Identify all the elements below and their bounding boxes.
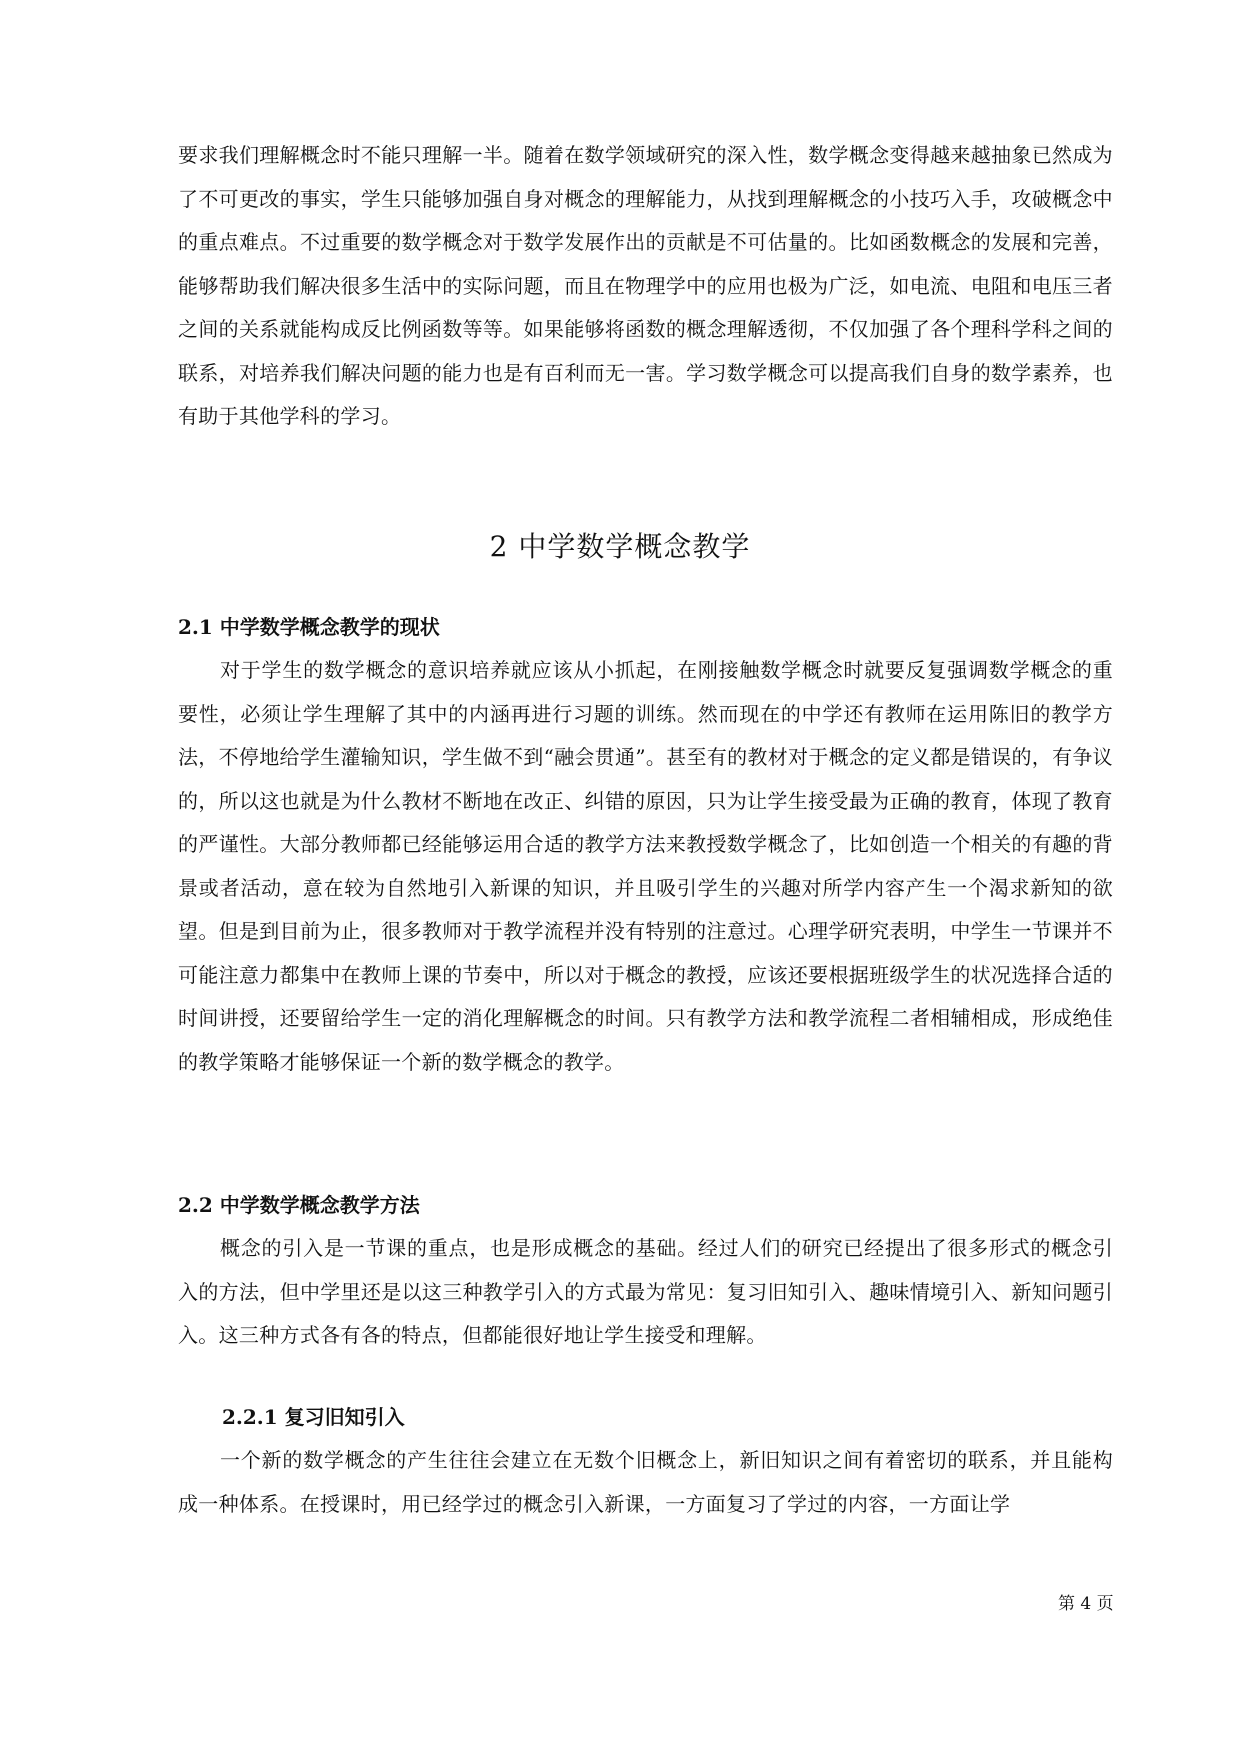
section-2-2-paragraph: 概念的引入是一节课的重点，也是形成概念的基础。经过人们的研究已经提出了很多形式的概念引入的方法，但中学里还是以这三种教学引入的方式最为常见：复习旧知引入、趣味情境引入、新知问题引入。这三种方式各有各的特点，但都能很好地让学生接受和理解。 — [178, 1236, 1113, 1347]
page-number: 第 4 页 — [1058, 1594, 1114, 1614]
section-heading-2-2: 2.2 中学数学概念教学方法 — [178, 1193, 420, 1217]
chapter-title: 2 中学数学概念教学 — [489, 530, 751, 563]
section-heading-2-1: 2.1 中学数学概念教学的现状 — [178, 615, 440, 639]
section-2-1-paragraph: 对于学生的数学概念的意识培养就应该从小抓起，在刚接触数学概念时就要反复强调数学概念的重要性，必须让学生理解了其中的内涵再进行习题的训练。然而现在的中学还有教师在运用陈旧的教学方法，不停地给学生灌输知识，学生做不到“融会贯通”。甚至有的教材对于概念的定义都是错误的，有争议的，所以这也就是为什么教材不断地在改正、纠错的原因，只为让学生接受最为正确的教育，体现了教育的严谨性。大部分教师都已经能够运用合适的教学方法来教授数学概念了，比如创造一个相关的有趣的背景或者活动，意在较为自然地引入新课的知识，并且吸引学生的兴趣对所学内容产生一个渴求新知的欲望。但是到目前为止，很多教师对于教学流程并没有特别的注意过。心理学研究表明，中学生一节课并不可能注意力都集中在教师上课的节奏中，所以对于概念的教授，应该还要根据班级学生的状况选择合适的时间讲授，还要留给学生一定的消化理解概念的时间。只有教学方法和教学流程二者相辅相成，形成绝佳的教学策略才能够保证一个新的数学概念的教学。 — [178, 658, 1113, 1074]
intro-continuation-paragraph: 要求我们理解概念时不能只理解一半。随着在数学领域研究的深入性，数学概念变得越来越抽象已然成为了不可更改的事实，学生只能够加强自身对概念的理解能力，从找到理解概念的小技巧入手，攻破概念中的重点难点。不过重要的数学概念对于数学发展作出的贡献是不可估量的。比如函数概念的发展和完善，能够帮助我们解决很多生活中的实际问题，而且在物理学中的应用也极为广泛，如电流、电阻和电压三者之间的关系就能构成反比例函数等等。如果能够将函数的概念理解透彻，不仅加强了各个理科学科之间的联系，对培养我们解决问题的能力也是有百利而无一害。学习数学概念可以提高我们自身的数学素养，也有助于其他学科的学习。 — [178, 143, 1113, 428]
subsection-heading-2-2-1: 2.2.1 复习旧知引入 — [222, 1405, 405, 1429]
section-2-2-1-paragraph: 一个新的数学概念的产生往往会建立在无数个旧概念上，新旧知识之间有着密切的联系，并且能构成一种体系。在授课时，用已经学过的概念引入新课，一方面复习了学过的内容，一方面让学 — [178, 1448, 1113, 1516]
